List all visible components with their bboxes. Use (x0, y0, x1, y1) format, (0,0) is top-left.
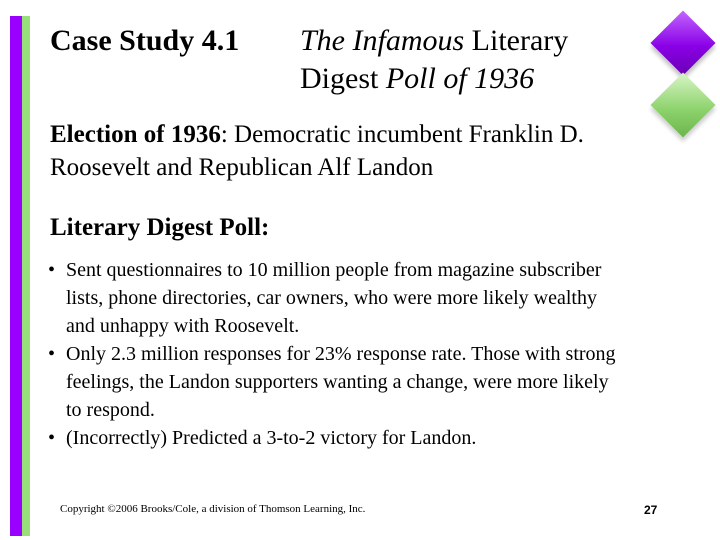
page-number: 27 (644, 503, 658, 517)
election-label: Election of 1936 (50, 121, 221, 148)
title-normal-part: Literary Digest (300, 24, 569, 95)
bullet-icon: • (48, 343, 56, 365)
bullet-text: Only 2.3 million responses for 23% response rate. Those with strong feelings, the Landon supporters wanting a change, were more likely to respond. (66, 343, 616, 421)
poll-heading: Literary Digest Poll: (50, 214, 270, 241)
left-accent-bar (10, 16, 36, 536)
bullet-icon: • (48, 259, 56, 281)
title-italic-part-2: Poll of 1936 (378, 62, 535, 95)
bullet-icon: • (48, 427, 56, 449)
bullet-text: Sent questionnaires to 10 million people from magazine subscriber lists, phone directories, car owners, who were more likely wealthy and unhappy with Roosevelt. (66, 259, 602, 337)
left-bar-purple-stripe (10, 16, 22, 536)
election-paragraph (50, 118, 650, 184)
bullet-item (48, 340, 628, 424)
left-bar-green-stripe (22, 16, 30, 536)
green-diamond-icon (650, 72, 715, 137)
title-italic-part-1: The Infamous (300, 24, 465, 57)
copyright-footer: Copyright ©2006 Brooks/Cole, a division of Thomson Learning, Inc. (60, 503, 366, 515)
bullet-item (48, 256, 628, 340)
election-text: : Democratic incumbent Franklin D. Roosevelt and Republican Alf Landon (50, 121, 584, 181)
title-subject (300, 22, 620, 98)
bullet-item (48, 424, 628, 452)
title-case-study-number: Case Study 4.1 (50, 24, 240, 57)
bullet-text: (Incorrectly) Predicted a 3-to-2 victory for Landon. (66, 427, 477, 449)
bullet-list (48, 256, 628, 452)
purple-diamond-icon (650, 10, 715, 75)
